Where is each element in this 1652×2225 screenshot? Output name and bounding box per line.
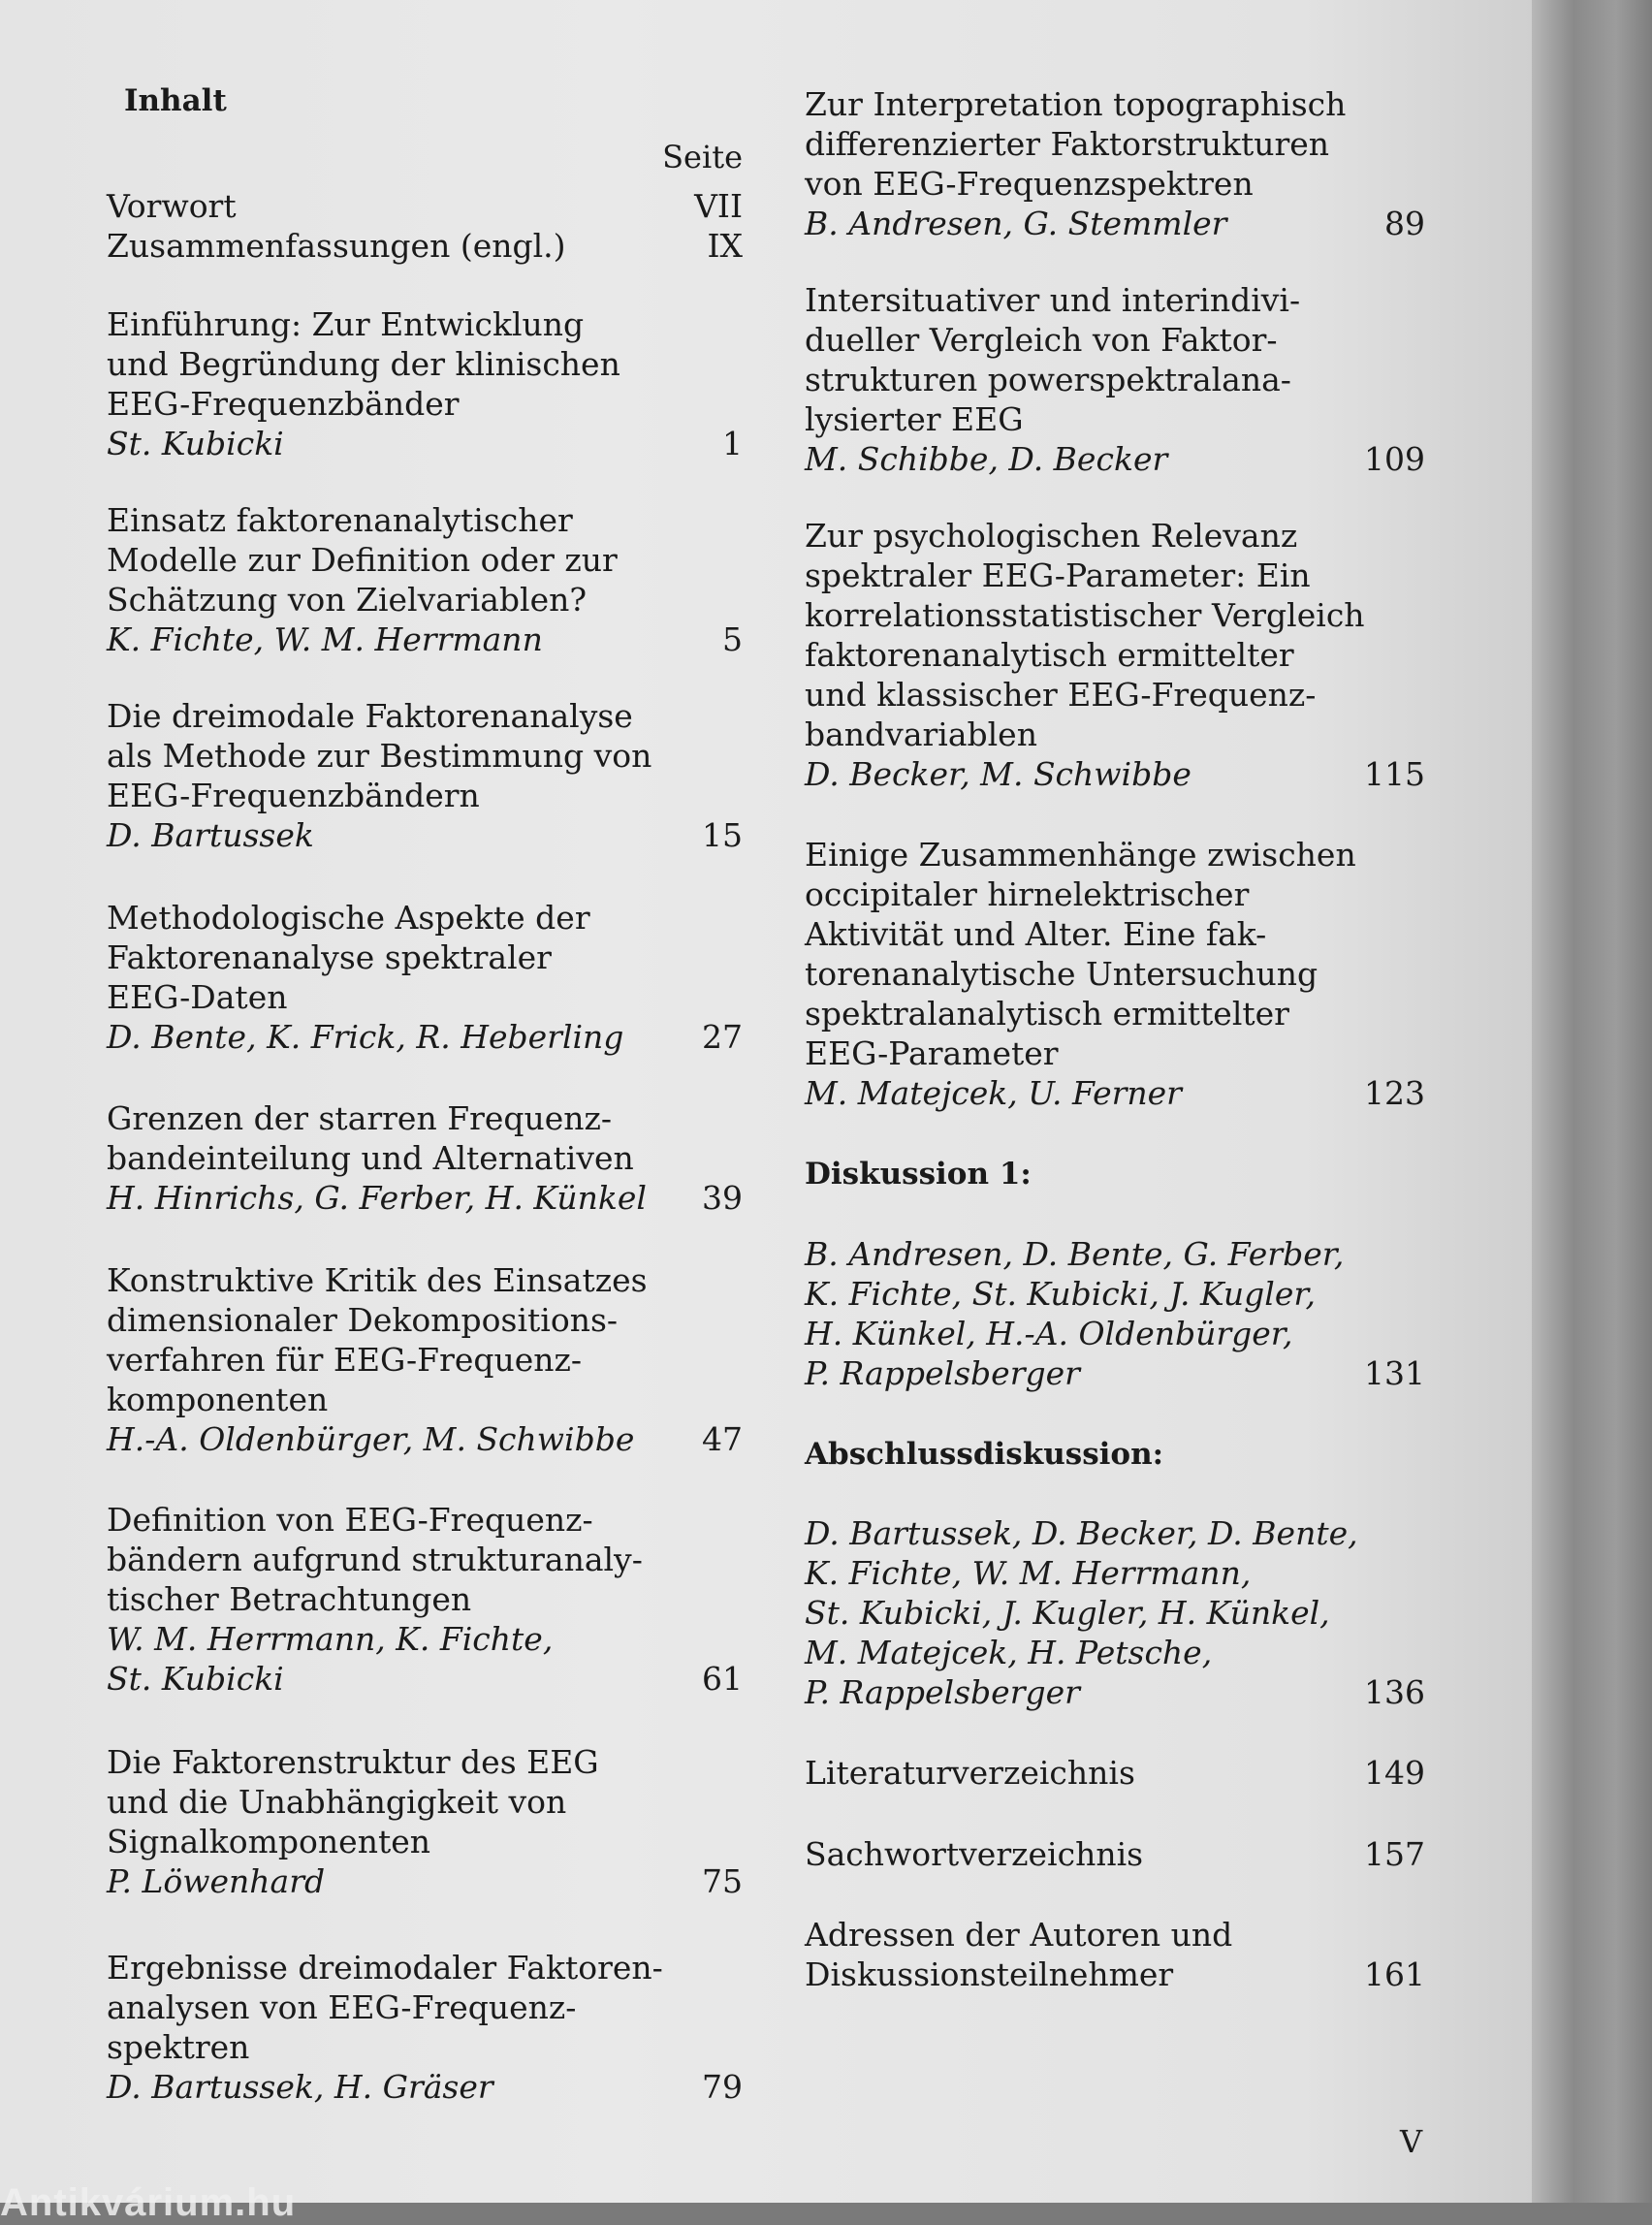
toc-entry-title-line: EEG-Parameter [805, 1034, 1059, 1072]
toc-entry-page: 136 [1364, 1673, 1425, 1711]
toc-entry-page: 15 [702, 816, 743, 854]
participants-line: H. Künkel, H.-A. Oldenbürger, [805, 1315, 1293, 1352]
toc-entry-authors: K. Fichte, W. M. Herrmann [107, 620, 543, 658]
toc-entry-title-line: Intersituativer und interindivi- [805, 281, 1301, 319]
abschluss-participants [805, 1513, 1425, 1712]
toc-entry-title-line: bändern aufgrund strukturanaly- [107, 1541, 643, 1578]
toc-entry-title-line: Methodologische Aspekte der [107, 899, 590, 937]
toc-entry-title-line: Grenzen der starren Frequenz- [107, 1099, 613, 1137]
toc-entry-title-line: Ergebnisse dreimodaler Faktoren- [107, 1949, 663, 1987]
toc-entry-title-line: Die Faktorenstruktur des EEG [107, 1743, 599, 1781]
diskussion1-participants [805, 1234, 1425, 1393]
toc-entry [107, 1500, 743, 1699]
diskussion1-heading: Diskussion 1: [805, 1157, 1032, 1192]
toc-entry-title-line: als Methode zur Bestimmung von [107, 737, 652, 775]
toc-entry-title-line: bandeinteilung und Alternativen [107, 1139, 634, 1177]
toc-entry-page: 75 [702, 1862, 743, 1900]
participants-line: St. Kubicki, J. Kugler, H. Künkel, [805, 1594, 1330, 1632]
toc-entry-title-line: von EEG-Frequenzspektren [805, 165, 1254, 203]
toc-entry-page: 1 [722, 425, 743, 462]
toc-entry-title-line: EEG-Frequenzbändern [107, 777, 480, 814]
toc-entry-vorwort [107, 186, 743, 226]
toc-entry-title-line: verfahren für EEG-Frequenz- [107, 1341, 583, 1379]
toc-entry-page: 27 [702, 1018, 743, 1056]
toc-entry-title-line: dueller Vergleich von Faktor- [805, 321, 1278, 359]
toc-entry-adressen [805, 1915, 1425, 1994]
toc-entry [107, 1948, 743, 2107]
toc-entry-title-line: spektren [107, 2028, 250, 2066]
toc-entry-title-line: Definition von EEG-Frequenz- [107, 1501, 593, 1539]
toc-entry-title-line: korrelationsstatistischer Vergleich [805, 596, 1365, 634]
toc-entry-title: Literaturverzeichnis [805, 1754, 1135, 1792]
toc-entry-page: 149 [1364, 1754, 1425, 1792]
toc-entry-title-line: lysierter EEG [805, 400, 1024, 438]
participants-line: B. Andresen, D. Bente, G. Ferber, [805, 1235, 1345, 1273]
participants-line: K. Fichte, St. Kubicki, J. Kugler, [805, 1275, 1316, 1313]
toc-entry-page: 5 [722, 620, 743, 658]
toc-entry-page: 109 [1364, 440, 1425, 478]
toc-entry-title-line: tischer Betrachtungen [107, 1580, 472, 1618]
toc-entry-sachwort [805, 1834, 1425, 1874]
watermark-logo: Antikvárium.hu [0, 2181, 297, 2224]
toc-entry [107, 696, 743, 855]
toc-entry-title-line: Diskussionsteilnehmer [805, 1955, 1174, 1993]
toc-entry-title: Sachwortverzeichnis [805, 1835, 1144, 1873]
toc-entry-title-line: und Begründung der klinischen [107, 345, 620, 383]
toc-entry [107, 1742, 743, 1901]
toc-entry-title-line: Zur psychologischen Relevanz [805, 517, 1298, 555]
toc-entry-title-line: Faktorenanalyse spektraler [107, 938, 552, 976]
toc-entry-page: 157 [1364, 1835, 1425, 1873]
toc-entry-title-line: EEG-Daten [107, 978, 288, 1016]
toc-entry-title-line: Signalkomponenten [107, 1823, 430, 1860]
toc-entry-page: IX [707, 227, 743, 265]
book-gutter-shadow [1532, 0, 1652, 2203]
toc-entry [107, 1260, 743, 1459]
toc-entry-title-line: EEG-Frequenzbänder [107, 385, 460, 423]
toc-entry-title: Vorwort [107, 187, 237, 225]
toc-entry-title-line: bandvariablen [805, 715, 1037, 753]
toc-entry-title-line: differenzierter Faktorstrukturen [805, 125, 1330, 163]
toc-entry-title-line: Einsatz faktorenanalytischer [107, 501, 573, 539]
toc-entry-title-line: und klassischer EEG-Frequenz- [805, 676, 1317, 714]
seite-label: Seite [662, 139, 743, 175]
toc-entry-page: 61 [702, 1660, 743, 1698]
toc-entry-title-line: Aktivität und Alter. Eine fak- [805, 915, 1267, 953]
toc-entry-page: 115 [1364, 755, 1425, 793]
toc-entry-authors: H.-A. Oldenbürger, M. Schwibbe [107, 1420, 635, 1458]
toc-entry-authors: H. Hinrichs, G. Ferber, H. Künkel [107, 1179, 647, 1217]
toc-entry-title: Zusammenfassungen (engl.) [107, 227, 566, 265]
toc-entry-page: 131 [1364, 1354, 1425, 1392]
toc-entry-authors: M. Matejcek, U. Ferner [805, 1074, 1182, 1112]
toc-entry-title-line: Zur Interpretation topographisch [805, 85, 1347, 123]
toc-entry-title-line: Einige Zusammenhänge zwischen [805, 836, 1356, 874]
toc-entry-title-line: Schätzung von Zielvariablen? [107, 581, 588, 619]
toc-entry-page: 161 [1364, 1955, 1425, 1993]
toc-entry-title-line: dimensionaler Dekompositions- [107, 1301, 619, 1339]
toc-entry-authors: D. Bente, K. Frick, R. Heberling [107, 1018, 624, 1056]
toc-entry-authors: D. Becker, M. Schwibbe [805, 755, 1191, 793]
toc-entry-title-line: Die dreimodale Faktorenanalyse [107, 697, 633, 735]
participants-line: P. Rappelsberger [805, 1354, 1080, 1392]
toc-entry-title-line: komponenten [107, 1381, 329, 1418]
toc-entry [805, 84, 1425, 243]
toc-entry-authors: P. Löwenhard [107, 1862, 326, 1900]
toc-entry-zusammenfassungen [107, 226, 743, 266]
toc-entry-authors: M. Schibbe, D. Becker [805, 440, 1168, 478]
toc-entry-title-line: faktorenanalytisch ermittelter [805, 636, 1294, 674]
toc-entry-authors: D. Bartussek [107, 816, 314, 854]
toc-entry-title-line: und die Unabhängigkeit von [107, 1783, 567, 1821]
toc-entry-page: 39 [702, 1179, 743, 1217]
participants-line: P. Rappelsberger [805, 1673, 1080, 1711]
toc-entry-title-line: spektralanalytisch ermittelter [805, 995, 1289, 1033]
toc-entry-title-line: strukturen powerspektralana- [805, 361, 1291, 398]
toc-entry-title-line: torenanalytische Untersuchung [805, 955, 1318, 993]
toc-entry-authors: St. Kubicki [107, 1660, 284, 1698]
toc-entry-title-line: spektraler EEG-Parameter: Ein [805, 556, 1311, 594]
toc-entry-title-line: Modelle zur Definition oder zur [107, 541, 618, 579]
toc-entry [107, 1098, 743, 1218]
toc-entry-literatur [805, 1753, 1425, 1793]
toc-entry [805, 516, 1425, 794]
toc-entry-title-line: occipitaler hirnelektrischer [805, 875, 1250, 913]
toc-entry-title-line: analysen von EEG-Frequenz- [107, 1988, 577, 2026]
toc-entry-page: 123 [1364, 1074, 1425, 1112]
toc-entry-authors-line: W. M. Herrmann, K. Fichte, [107, 1620, 554, 1658]
toc-entry [805, 280, 1425, 479]
toc-entry-authors: St. Kubicki [107, 425, 284, 462]
toc-entry-authors: B. Andresen, G. Stemmler [805, 205, 1227, 242]
toc-entry-page: 47 [702, 1420, 743, 1458]
participants-line: D. Bartussek, D. Becker, D. Bente, [805, 1514, 1358, 1552]
toc-entry [107, 898, 743, 1057]
toc-entry [107, 304, 743, 463]
toc-entry-page: 89 [1384, 205, 1425, 242]
toc-entry-page: VII [694, 187, 743, 225]
participants-line: K. Fichte, W. M. Herrmann, [805, 1554, 1252, 1592]
toc-entry [107, 500, 743, 659]
toc-entry [805, 835, 1425, 1113]
toc-entry-authors: D. Bartussek, H. Gräser [107, 2068, 493, 2106]
toc-entry-title-line: Konstruktive Kritik des Einsatzes [107, 1261, 648, 1299]
toc-entry-page: 79 [702, 2068, 743, 2106]
participants-line: M. Matejcek, H. Petsche, [805, 1634, 1213, 1671]
abschluss-heading: Abschlussdiskussion: [805, 1437, 1164, 1472]
page-number: V [1400, 2123, 1423, 2160]
toc-entry-title-line: Einführung: Zur Entwicklung [107, 305, 585, 343]
toc-heading: Inhalt [124, 83, 227, 118]
toc-entry-title-line: Adressen der Autoren und [805, 1916, 1233, 1954]
